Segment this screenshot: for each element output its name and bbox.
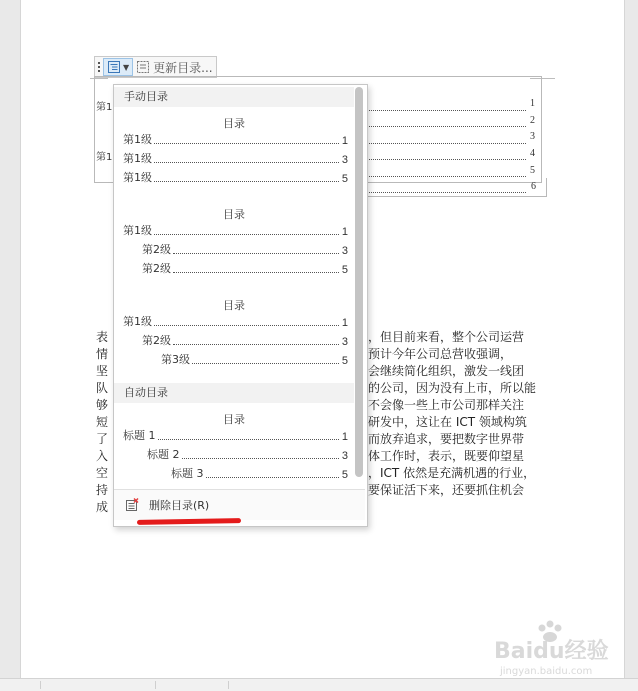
row-label: 第3级	[161, 353, 190, 366]
toc-template-row	[123, 224, 348, 238]
paragraph-fragment: 预计今年公司总营收强调，	[368, 347, 513, 361]
toc-template-row	[123, 133, 348, 147]
row-page: 1	[341, 431, 348, 443]
row-page: 3	[341, 336, 348, 348]
row-label: 第2级	[142, 243, 171, 256]
leader-dots	[173, 344, 339, 345]
leader-dots	[154, 181, 339, 182]
row-page: 5	[341, 469, 348, 481]
toc-page-number: 1	[530, 98, 535, 109]
delete-toc-icon	[125, 498, 139, 512]
toc-template-row	[147, 448, 348, 462]
toc-page-number: 5	[530, 165, 535, 176]
chevron-down-icon: ▼	[123, 62, 130, 72]
toc-page-number: 6	[531, 181, 536, 192]
paragraph-fragment: 情	[96, 347, 109, 361]
toc-leader	[366, 192, 526, 193]
paragraph-fragment: ，但目前来看，整个公司运营	[368, 330, 525, 344]
row-label: 标题 3	[171, 467, 204, 480]
toc-page-number: 4	[530, 148, 535, 159]
leader-dots	[173, 272, 339, 273]
paragraph-fragment: 体工作时，表示，既要仰望星	[368, 449, 525, 463]
toc-entry-left: 第1	[96, 102, 113, 113]
drag-handle-icon[interactable]	[95, 58, 103, 76]
leader-dots	[206, 477, 339, 478]
toc-template-title: 目录	[223, 117, 245, 130]
auto-toc-section-header: 自动目录	[114, 383, 354, 403]
paragraph-fragment: 够	[96, 398, 109, 412]
toc-page-number: 2	[530, 115, 535, 126]
toc-template-row	[142, 262, 348, 276]
leader-dots	[173, 253, 339, 254]
toc-leader	[366, 110, 526, 111]
refresh-toc-icon	[136, 60, 150, 74]
status-divider	[155, 681, 156, 689]
paragraph-fragment: 表	[96, 330, 109, 344]
paragraph-fragment: 持	[96, 483, 109, 497]
paragraph-fragment: 队	[96, 381, 109, 395]
leader-dots	[154, 234, 339, 235]
paragraph-fragment: 研发中，这让在 ICT 领域构筑	[368, 415, 527, 429]
row-page: 3	[341, 245, 348, 257]
row-page: 1	[341, 135, 348, 147]
toc-template-row	[142, 243, 348, 257]
toc-page-number: 3	[530, 131, 535, 142]
paragraph-fragment: 了	[96, 432, 109, 446]
row-page: 1	[341, 226, 348, 238]
toc-template-manual-1[interactable]	[114, 111, 354, 195]
paragraph-fragment: ，ICT 依然是充满机遇的行业，	[368, 466, 536, 480]
row-label: 第2级	[142, 334, 171, 347]
toc-leader	[366, 143, 526, 144]
row-page: 3	[341, 154, 348, 166]
paragraph-fragment: 的公司，因为没有上市，所以能	[368, 381, 537, 395]
toc-template-row	[123, 171, 348, 185]
toc-template-manual-3[interactable]	[114, 293, 354, 377]
watermark-url: jingyan.baidu.com	[500, 666, 593, 677]
dropdown-scrollbar[interactable]	[355, 87, 363, 477]
row-page: 5	[341, 264, 348, 276]
toc-dropdown-button[interactable]	[103, 58, 133, 76]
toc-template-title: 目录	[223, 299, 245, 312]
row-label: 标题 1	[123, 429, 156, 442]
baidu-logo-icon	[494, 618, 624, 678]
paragraph-right-column	[368, 329, 536, 499]
toc-leader	[366, 176, 526, 177]
toc-template-row	[123, 429, 348, 443]
row-label: 第1级	[123, 152, 152, 165]
toc-leader	[366, 159, 526, 160]
toc-template-row	[161, 353, 348, 367]
paragraph-fragment: 空	[96, 466, 109, 480]
status-divider	[40, 681, 41, 689]
leader-dots	[182, 458, 339, 459]
toc-template-title: 目录	[223, 413, 245, 426]
toc-template-row	[123, 315, 348, 329]
paragraph-fragment: 不会像一些上市公司那样关注	[368, 398, 525, 412]
row-page: 1	[341, 317, 348, 329]
toc-dropdown-menu	[113, 84, 368, 527]
refresh-toc-label: 更新目录...	[153, 60, 213, 75]
toc-template-auto[interactable]	[114, 407, 354, 487]
refresh-toc-button[interactable]	[133, 58, 215, 76]
row-page: 5	[341, 355, 348, 367]
toc-frame-tail	[364, 178, 547, 197]
row-page: 5	[341, 173, 348, 185]
paragraph-fragment: 入	[96, 449, 109, 463]
toc-template-manual-2[interactable]	[114, 202, 354, 286]
leader-dots	[154, 325, 339, 326]
leader-dots	[154, 143, 339, 144]
manual-toc-section-header: 手动目录	[114, 87, 354, 107]
status-divider	[228, 681, 229, 689]
toc-template-title: 目录	[223, 208, 245, 221]
leader-dots	[192, 363, 339, 364]
toc-toolbar	[94, 56, 217, 78]
toc-entry-left: 第1	[96, 152, 113, 163]
paragraph-fragment: 坚	[96, 364, 109, 378]
row-label: 第1级	[123, 171, 152, 184]
delete-toc-label: 删除目录(R)	[149, 499, 210, 512]
paragraph-left-column	[96, 329, 108, 516]
paragraph-fragment: 要保证活下来，还要抓住机会	[368, 483, 525, 497]
delete-toc-menu-item[interactable]	[114, 489, 365, 520]
toc-icon	[107, 60, 121, 74]
paragraph-fragment: 会继续简化组织，激发一线团	[368, 364, 525, 378]
row-label: 第1级	[123, 133, 152, 146]
toc-template-row	[142, 334, 348, 348]
toc-template-row	[171, 467, 348, 481]
status-bar	[0, 678, 638, 691]
paragraph-fragment: 而放弃追求，要把数字世界带	[368, 432, 525, 446]
watermark-brand: Baidu经验	[494, 639, 609, 664]
leader-dots	[158, 439, 339, 440]
row-label: 第1级	[123, 224, 152, 237]
leader-dots	[154, 162, 339, 163]
toc-leader	[366, 126, 526, 127]
row-label: 标题 2	[147, 448, 180, 461]
row-label: 第2级	[142, 262, 171, 275]
toc-template-row	[123, 152, 348, 166]
row-label: 第1级	[123, 315, 152, 328]
row-page: 3	[341, 450, 348, 462]
baidu-watermark	[494, 618, 624, 678]
paragraph-fragment: 短	[96, 415, 109, 429]
paragraph-fragment: 成	[96, 500, 109, 514]
